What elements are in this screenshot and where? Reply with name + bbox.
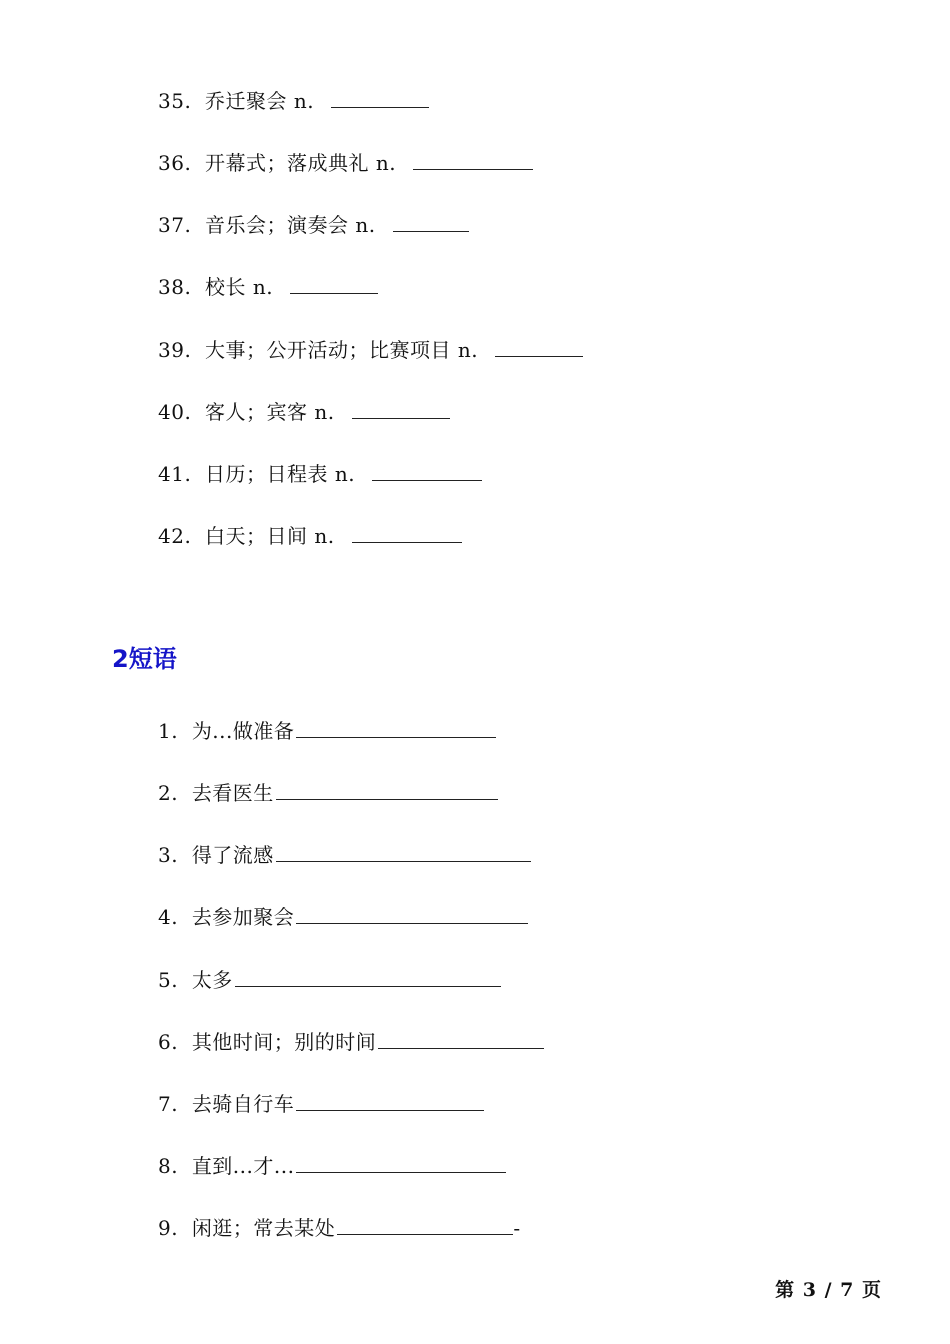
item-number: 36. <box>158 151 192 175</box>
item-number: 41. <box>158 462 192 486</box>
answer-blank[interactable] <box>393 213 469 232</box>
item-prompt: 开幕式；落成典礼 n. <box>205 151 397 175</box>
item-number: 2. <box>158 781 179 805</box>
item-number: 42. <box>158 524 192 548</box>
item-number: 6. <box>158 1030 179 1054</box>
answer-blank[interactable] <box>352 524 462 543</box>
answer-blank[interactable] <box>296 719 496 738</box>
vocab-item-36 <box>158 149 533 177</box>
item-number: 4. <box>158 905 179 929</box>
item-prompt: 去看医生 <box>191 781 274 805</box>
item-prompt: 闲逛；常去某处 <box>191 1216 336 1240</box>
section-heading: 2短语 <box>112 645 177 673</box>
item-prompt: 音乐会；演奏会 n. <box>205 213 376 237</box>
item-prompt: 客人；宾客 n. <box>205 400 335 424</box>
answer-blank[interactable] <box>235 968 501 987</box>
item-number: 5. <box>158 968 179 992</box>
item-prompt: 白天；日间 n. <box>205 524 335 548</box>
item-number: 39. <box>158 338 192 362</box>
item-number: 35. <box>158 89 192 113</box>
vocab-item-37 <box>158 211 469 239</box>
answer-blank[interactable] <box>290 275 378 294</box>
item-prompt: 校长 n. <box>205 275 274 299</box>
answer-blank[interactable] <box>296 1092 484 1111</box>
answer-blank[interactable] <box>378 1030 544 1049</box>
answer-blank[interactable] <box>372 462 482 481</box>
item-number: 7. <box>158 1092 179 1116</box>
item-prompt: 其他时间；别的时间 <box>191 1030 377 1054</box>
answer-blank[interactable] <box>331 89 429 108</box>
answer-blank[interactable] <box>337 1216 513 1235</box>
vocab-item-41 <box>158 460 482 488</box>
item-number: 37. <box>158 213 192 237</box>
trailing-dash: - <box>513 1216 521 1240</box>
item-number: 40. <box>158 400 192 424</box>
vocab-item-35 <box>158 87 429 115</box>
phrase-item-9 <box>158 1214 521 1242</box>
item-number: 1. <box>158 719 179 743</box>
item-number: 8. <box>158 1154 179 1178</box>
item-prompt: 直到...才... <box>191 1154 295 1178</box>
item-prompt: 大事；公开活动；比赛项目 n. <box>205 338 479 362</box>
item-prompt: 日历；日程表 n. <box>205 462 356 486</box>
answer-blank[interactable] <box>352 400 450 419</box>
phrase-item-3 <box>158 841 531 869</box>
item-prompt: 得了流感 <box>191 843 274 867</box>
vocab-item-42 <box>158 522 462 550</box>
answer-blank[interactable] <box>276 843 531 862</box>
item-number: 3. <box>158 843 179 867</box>
item-number: 38. <box>158 275 192 299</box>
answer-blank[interactable] <box>413 151 533 170</box>
phrase-item-6 <box>158 1028 544 1056</box>
vocab-item-40 <box>158 398 450 426</box>
answer-blank[interactable] <box>296 905 528 924</box>
answer-blank[interactable] <box>276 781 498 800</box>
phrase-item-4 <box>158 903 528 931</box>
item-prompt: 去骑自行车 <box>191 1092 295 1116</box>
phrase-item-8 <box>158 1152 506 1180</box>
answer-blank[interactable] <box>495 338 583 357</box>
item-prompt: 太多 <box>191 968 233 992</box>
phrase-item-1 <box>158 717 496 745</box>
phrase-item-5 <box>158 966 501 994</box>
vocab-item-39 <box>158 336 583 364</box>
item-prompt: 为...做准备 <box>191 719 295 743</box>
phrase-item-2 <box>158 779 498 807</box>
vocab-item-38 <box>158 273 378 301</box>
answer-blank[interactable] <box>296 1154 506 1173</box>
item-prompt: 去参加聚会 <box>191 905 295 929</box>
item-prompt: 乔迁聚会 n. <box>205 89 315 113</box>
item-number: 9. <box>158 1216 179 1240</box>
phrase-item-7 <box>158 1090 484 1118</box>
page-number: 第 3 / 7 页 <box>775 1279 882 1301</box>
